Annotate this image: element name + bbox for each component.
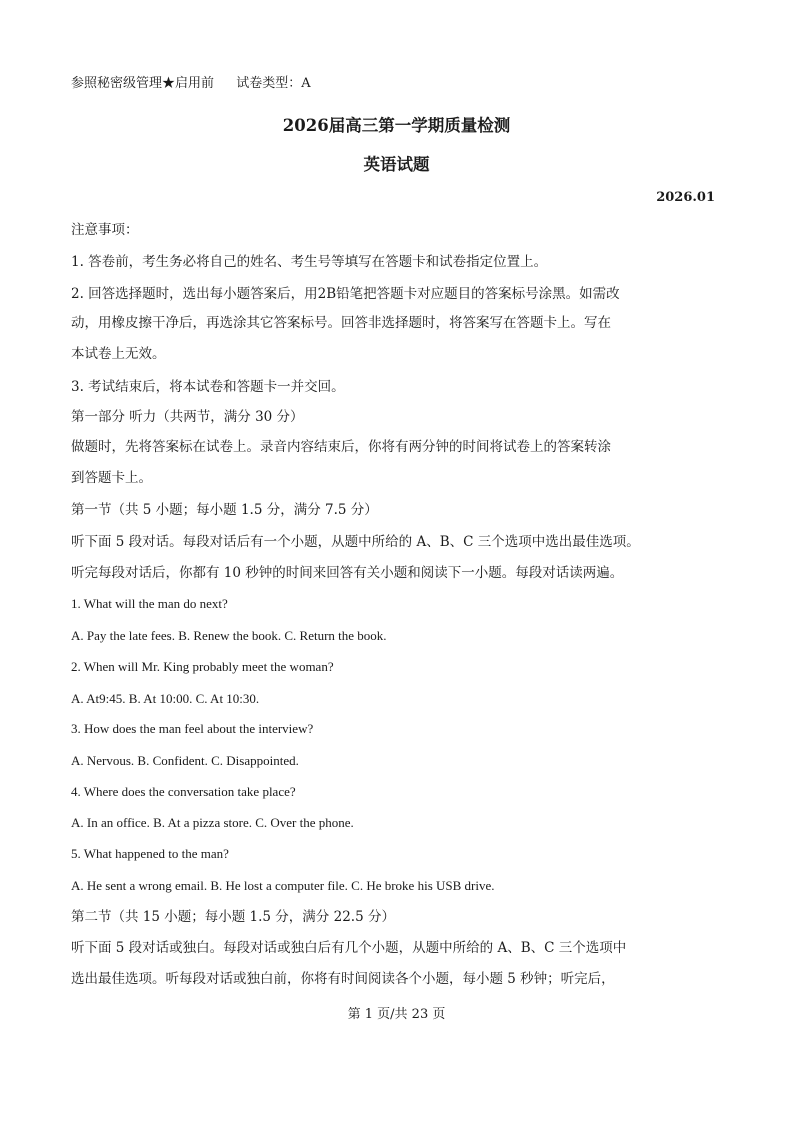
question-3: 3. How does the man feel about the interview?	[71, 721, 314, 736]
paper-type-label: 试卷类型：A	[236, 76, 311, 91]
part1-heading: 第一部分 听力（共两节，满分 30 分）	[71, 409, 304, 425]
question-1: 1. What will the man do next?	[71, 596, 228, 611]
question-5: 5. What happened to the man?	[71, 846, 229, 861]
section2-heading: 第二节（共 15 小题；每小题 1.5 分，满分 22.5 分）	[71, 909, 395, 925]
exam-subtitle: 英语试题	[363, 155, 430, 174]
note-item-2-line-2: 动，用橡皮擦干净后，再选涂其它答案标号。回答非选择题时，将答案写在答题卡上。写在	[71, 315, 611, 331]
header-line	[71, 75, 311, 93]
section1-instruction-line-2: 听完每段对话后，你都有 10 秒钟的时间来回答有关小题和阅读下一小题。每段对话读两遍。	[71, 565, 624, 581]
notes-heading: 注意事项：	[71, 222, 139, 238]
question-2-options: A. At9:45. B. At 10:00. C. At 10:30.	[71, 691, 260, 706]
section1-instruction-line-1: 听下面 5 段对话。每段对话后有一个小题，从题中所给的 A、B、C 三个选项中选出最佳选项。	[71, 534, 640, 550]
note-item-2-line-3: 本试卷上无效。	[71, 346, 166, 362]
exam-date: 2026.01	[656, 190, 715, 205]
question-1-options: A. Pay the late fees. B. Renew the book. C. Return the book.	[71, 628, 387, 643]
section1-heading: 第一节（共 5 小题；每小题 1.5 分，满分 7.5 分）	[71, 502, 378, 518]
secret-level-label: 参照秘密级管理★启用前	[71, 76, 215, 91]
section2-instruction-line-1: 听下面 5 段对话或独白。每段对话或独白后有几个小题，从题中所给的 A、B、C 三个选项中	[71, 940, 627, 956]
exam-title: 2026届高三第一学期质量检测	[282, 116, 511, 135]
note-item-1: 1. 答卷前，考生务必将自己的姓名、考生号等填写在答题卡和试卷指定位置上。	[71, 254, 548, 270]
question-3-options: A. Nervous. B. Confident. C. Disappointed.	[71, 753, 299, 768]
question-2: 2. When will Mr. King probably meet the woman?	[71, 659, 334, 674]
note-item-2-line-1: 2. 回答选择题时，选出每小题答案后，用2B铅笔把答题卡对应题目的答案标号涂黑。如需改	[71, 286, 620, 302]
page-footer: 第 1 页/共 23 页	[347, 1007, 446, 1022]
question-4-options: A. In an office. B. At a pizza store. C. Over the phone.	[71, 815, 354, 830]
question-5-options: A. He sent a wrong email. B. He lost a computer file. C. He broke his USB drive.	[71, 878, 495, 893]
question-4: 4. Where does the conversation take place?	[71, 784, 296, 799]
part1-instruction-line-1: 做题时，先将答案标在试卷上。录音内容结束后，你将有两分钟的时间将试卷上的答案转涂	[71, 439, 611, 455]
note-item-3: 3. 考试结束后，将本试卷和答题卡一并交回。	[71, 379, 345, 395]
part1-instruction-line-2: 到答题卡上。	[71, 470, 152, 486]
section2-instruction-line-2: 选出最佳选项。听每段对话或独白前，你将有时间阅读各个小题，每小题 5 秒钟；听完后，	[71, 971, 615, 987]
